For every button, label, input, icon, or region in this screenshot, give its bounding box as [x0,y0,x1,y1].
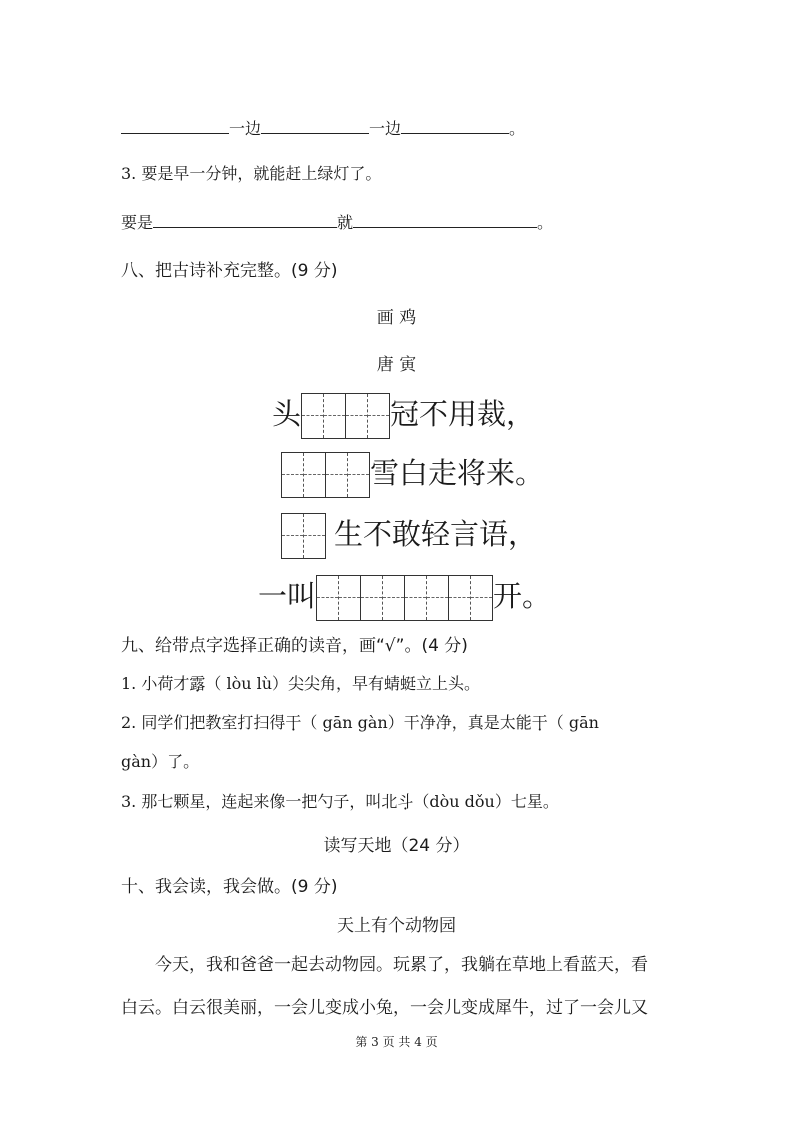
answer-blank[interactable] [153,210,337,228]
dotted-char: 干 [285,713,302,732]
section-9-heading: 九、给带点字选择正确的读音，画“√”。(4 分) [121,636,468,656]
q7-line2: 一边 一边 。 [121,116,525,140]
dotted-char: 露 [189,674,206,693]
writing-grid[interactable] [301,393,390,439]
writing-grid[interactable] [316,575,493,621]
story-paragraph-line-2: 白云。白云很美丽，一会儿变成小兔，一会儿变成犀牛，过了一会儿又 [121,998,648,1018]
poem-line-4: 一叫 开。 [258,575,551,621]
q7-item3-sentence: 3. 要是早一分钟，就能赶上绿灯了。 [121,164,382,183]
dotted-char: 斗 [397,792,414,811]
poem-author: 唐 寅 [376,355,417,375]
sec9-item-1: 1. 小荷才露（ lòu lù）尖尖角，早有蜻蜓立上头。 [121,674,481,693]
writing-grid[interactable] [281,452,370,498]
answer-blank[interactable] [121,116,229,134]
page-footer: 第 3 页 共 4 页 [355,1035,438,1049]
q7-item3-answer: 要是 就 。 [121,210,553,234]
section-8-heading: 八、把古诗补充完整。(9 分) [121,261,338,281]
answer-blank[interactable] [353,210,537,228]
section-10-heading: 十、我会读，我会做。(9 分) [121,877,338,897]
poem-line-3: 生不敢轻言语， [281,513,537,559]
poem-line-1: 头 冠不用裁， [272,393,535,439]
reading-title: 读写天地（24 分） [323,836,470,856]
dotted-char: 干 [531,713,548,732]
answer-blank[interactable] [261,116,369,134]
answer-blank[interactable] [401,116,509,134]
sec9-item-3: 3. 那七颗星，连起来像一把勺子，叫北斗（dòu dǒu）七星。 [121,792,559,811]
poem-title: 画 鸡 [376,308,417,328]
story-paragraph-line-1: 今天，我和爸爸一起去动物园。玩累了，我躺在草地上看蓝天，看 [155,955,648,975]
sec9-item-2: 2. 同学们把教室打扫得干（ gān gàn）干净净，真是太能干（ gān [121,713,599,732]
writing-grid[interactable] [281,513,326,559]
poem-line-2: 雪白走将来。 [281,452,544,498]
sec9-item-2-cont: gàn）了。 [121,752,200,771]
story-title: 天上有个动物园 [337,916,456,936]
